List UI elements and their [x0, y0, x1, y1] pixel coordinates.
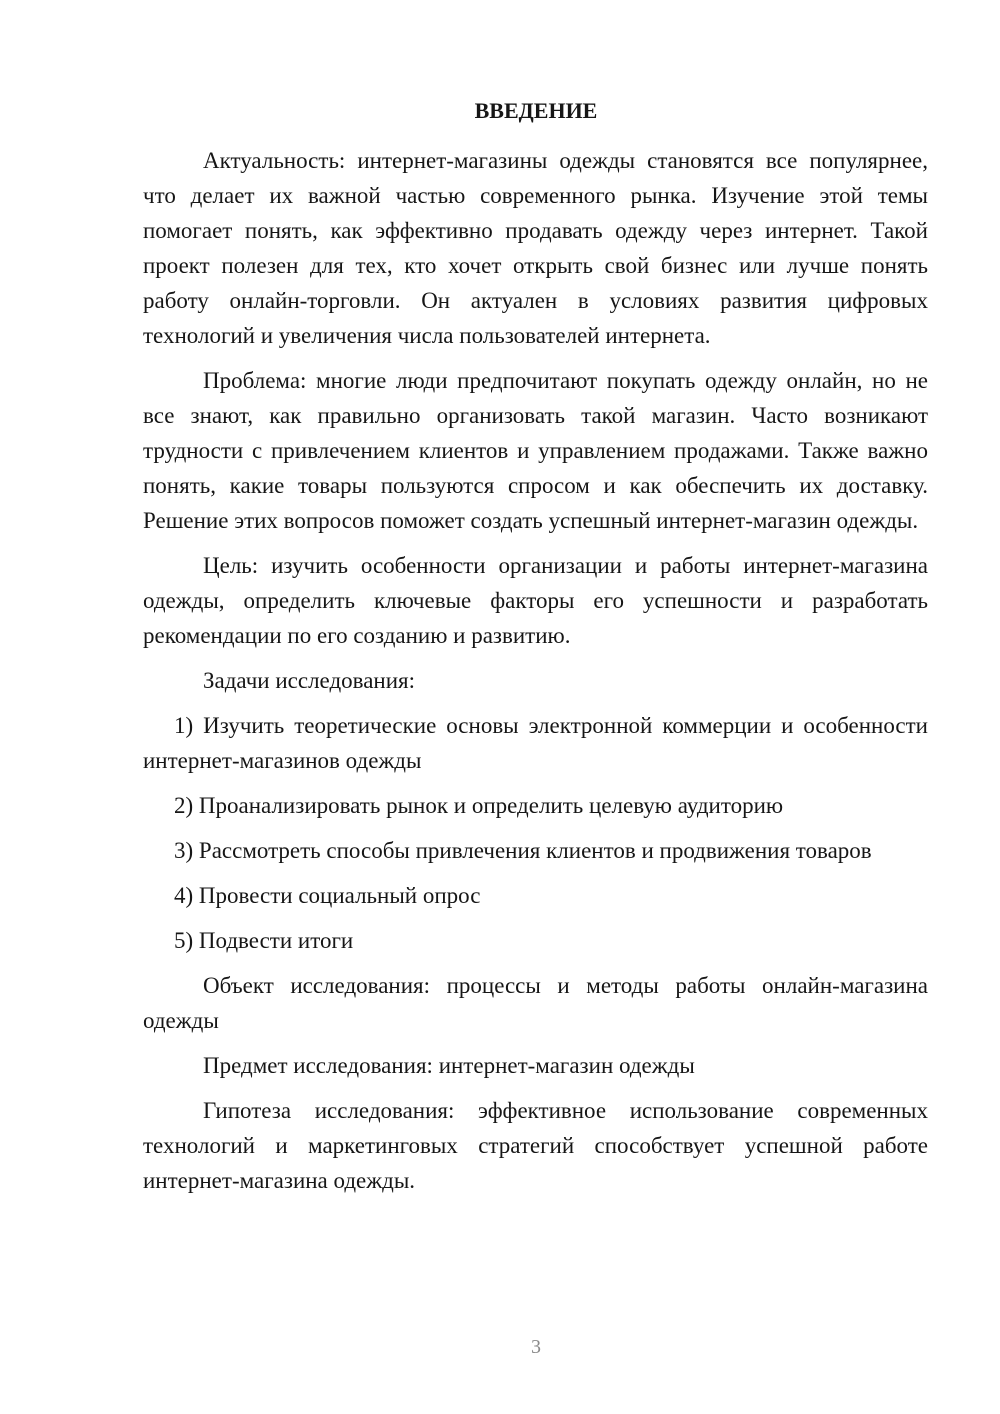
paragraph-goal: Цель: изучить особенности организации и работы интернет-магазина одежды, определить ключевые факторы его успешности и разработать рекомендации по его созданию и развитию. [143, 553, 928, 648]
page-number: 3 [531, 1336, 541, 1358]
paragraph-relevance: Актуальность: интернет-магазины одежды становятся все популярнее, что делает их важной частью современного рынка. Изучение этой темы помогает понять, как эффективно продавать одежду через интернет. Такой проект полезен для тех, кто хочет открыть свой бизнес или лучше понять работу онлайн-торговли. Он актуален в условиях развития цифровых технологий и увеличения числа пользователей интернета. [143, 148, 928, 348]
task-item-5: 5) Подвести итоги [174, 928, 354, 953]
paragraph-subject: Предмет исследования: интернет-магазин одежды [203, 1053, 695, 1078]
task-item-4: 4) Провести социальный опрос [174, 883, 481, 908]
paragraph-problem: Проблема: многие люди предпочитают покупать одежду онлайн, но не все знают, как правильно организовать такой магазин. Часто возникают трудности с привлечением клиентов и управлением продажами. Также важно понять, какие товары пользуются спросом и как обеспечить их доставку. Решение этих вопросов поможет создать успешный интернет-магазин одежды. [143, 368, 928, 533]
task-item-1: 1) Изучить теоретические основы электронной коммерции и особенности интернет-магазинов одежды [143, 713, 928, 773]
paragraph-tasks-heading: Задачи исследования: [203, 668, 416, 693]
task-item-2: 2) Проанализировать рынок и определить целевую аудиторию [174, 793, 784, 818]
paragraph-hypothesis: Гипотеза исследования: эффективное использование современных технологий и маркетинговых стратегий способствует успешной работе интернет-магазина одежды. [143, 1098, 928, 1193]
paragraph-object: Объект исследования: процессы и методы работы онлайн-магазина одежды [143, 973, 928, 1033]
task-item-3: 3) Рассмотреть способы привлечения клиентов и продвижения товаров [174, 838, 872, 863]
page-title: ВВЕДЕНИЕ [474, 98, 598, 123]
document-body [143, 143, 928, 1208]
